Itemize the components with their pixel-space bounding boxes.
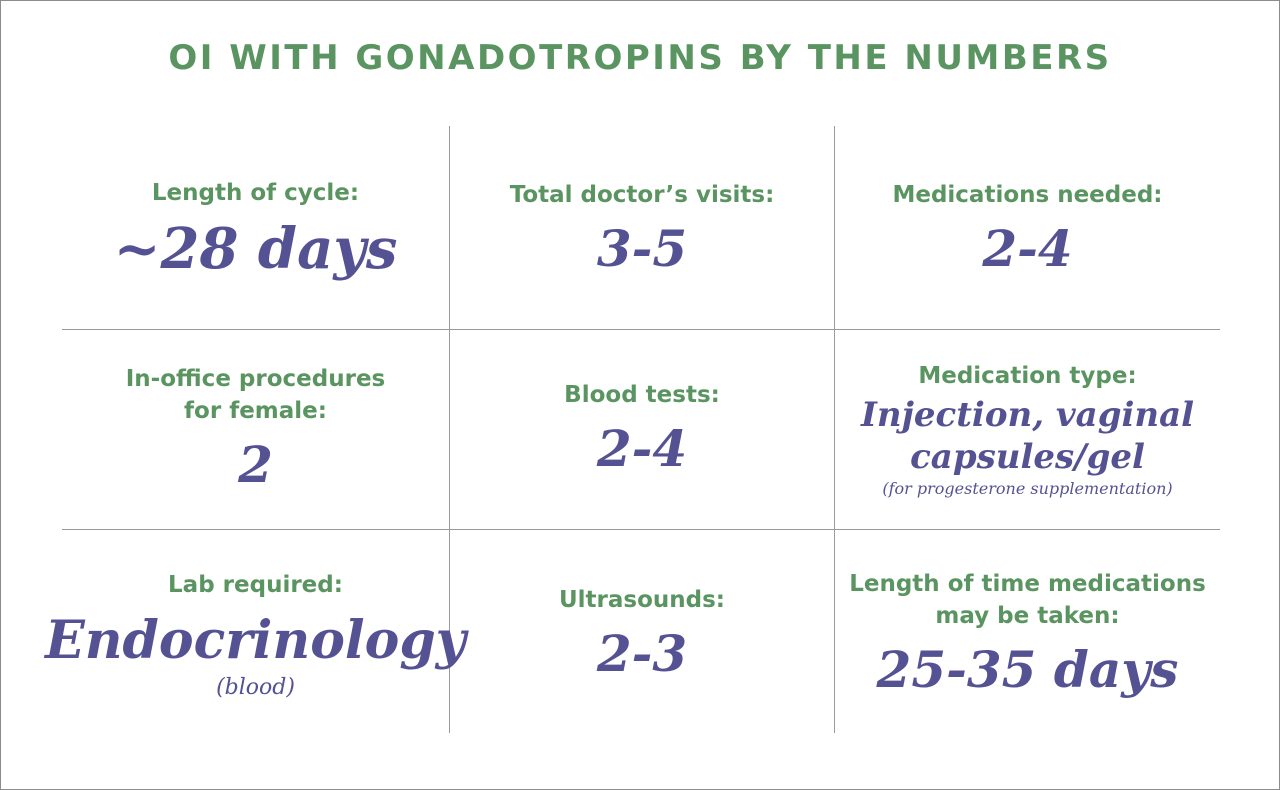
stat-cell-ultrasounds — [450, 545, 834, 725]
stat-value: 25-35 days — [876, 640, 1179, 699]
stat-label-line-1: In-office procedures — [125, 366, 386, 392]
stat-value-line-2: capsules/gel — [910, 437, 1145, 477]
stat-label: Medications needed: — [892, 182, 1163, 208]
stat-note: (for progesterone supplementation) — [882, 479, 1173, 498]
stat-cell-doctor-visits — [450, 150, 834, 310]
stat-label: Total doctor’s visits: — [509, 182, 775, 208]
stat-note: (blood) — [216, 675, 295, 700]
grid-divider-horizontal-2 — [62, 529, 1220, 530]
stat-value: ~28 days — [113, 216, 398, 282]
stat-value: 3-5 — [596, 219, 688, 278]
stat-value: 2-4 — [982, 219, 1073, 278]
stat-label: Blood tests: — [564, 382, 720, 408]
stat-cell-blood-tests — [450, 340, 834, 520]
stat-label: Ultrasounds: — [558, 587, 725, 613]
stat-value: 2-4 — [596, 419, 688, 478]
stat-label: Lab required: — [168, 572, 343, 598]
stat-value: 2 — [238, 435, 273, 494]
stat-value: Endocrinology — [45, 610, 466, 671]
stat-cell-cycle-length — [62, 150, 449, 310]
stat-cell-medication-duration — [835, 545, 1220, 725]
stat-label: Length of cycle: — [151, 180, 360, 206]
grid-divider-horizontal-1 — [62, 329, 1220, 330]
stat-cell-lab-required — [45, 545, 466, 725]
page-title: OI WITH GONADOTROPINS BY THE NUMBERS — [168, 38, 1112, 78]
stat-label: Medication type: — [918, 363, 1137, 389]
stat-cell-medications-needed — [835, 150, 1220, 310]
stat-label-line-2: may be taken: — [935, 603, 1120, 629]
stat-label-line-2: for female: — [184, 398, 327, 424]
stat-cell-office-procedures — [62, 340, 449, 520]
stat-value-line-1: Injection, vaginal — [860, 395, 1195, 435]
stat-label-line-1: Length of time medications — [849, 571, 1206, 597]
stat-cell-medication-type — [835, 340, 1220, 520]
stat-value: 2-3 — [596, 624, 688, 683]
